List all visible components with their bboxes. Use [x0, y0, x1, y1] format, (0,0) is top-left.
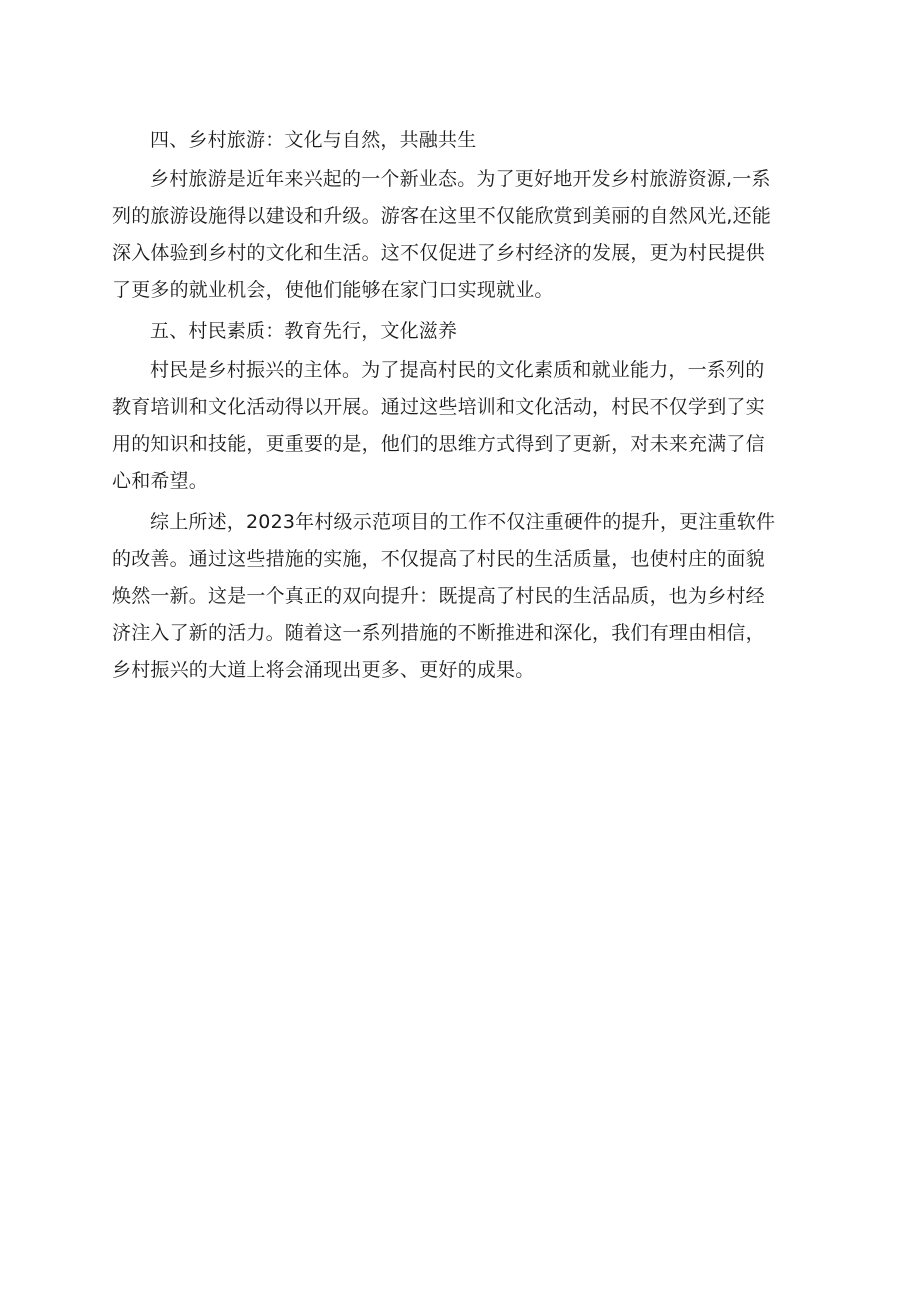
paragraph-line: 乡村旅游是近年来兴起的一个新业态。为了更好地开发乡村旅游资源,一系 [150, 168, 771, 190]
document-body [112, 122, 802, 693]
paragraph-line: 深入体验到乡村的文化和生活。这不仅促进了乡村经济的发展，更为村民提供 [112, 242, 765, 264]
paragraph-line: 乡村振兴的大道上将会涌现出更多、更好的成果。 [112, 659, 535, 681]
paragraph-rural-tourism [112, 161, 802, 309]
paragraph-line: 的改善。通过这些措施的实施，不仅提高了村民的生活质量，也使村庄的面貌 [112, 548, 765, 570]
paragraph-line: 心和希望。 [112, 470, 209, 492]
paragraph-conclusion [112, 504, 802, 689]
paragraph-line: 济注入了新的活力。随着这一系列措施的不断推进和深化，我们有理由相信， [112, 622, 765, 644]
paragraph-line: 用的知识和技能，更重要的是，他们的思维方式得到了更新，对未来充满了信 [112, 433, 765, 455]
paragraph-line: 村民是乡村振兴的主体。为了提高村民的文化素质和就业能力，一系列的 [150, 359, 765, 381]
paragraph-line: 列的旅游设施得以建设和升级。游客在这里不仅能欣赏到美丽的自然风光,还能 [112, 205, 772, 227]
section-heading-villager-quality: 五、村民素质：教育先行，文化滋养 [150, 320, 458, 342]
paragraph-line: 焕然一新。这是一个真正的双向提升：既提高了村民的生活品质，也为乡村经 [112, 585, 765, 607]
section-heading-rural-tourism: 四、乡村旅游：文化与自然，共融共生 [150, 129, 477, 151]
paragraph-villager-quality [112, 352, 802, 500]
paragraph-line: 教育培训和文化活动得以开展。通过这些培训和文化活动，村民不仅学到了实 [112, 396, 765, 418]
paragraph-line: 综上所述，2023年村级示范项目的工作不仅注重硬件的提升，更注重软件 [150, 511, 776, 533]
paragraph-line: 了更多的就业机会，使他们能够在家门口实现就业。 [112, 279, 554, 301]
